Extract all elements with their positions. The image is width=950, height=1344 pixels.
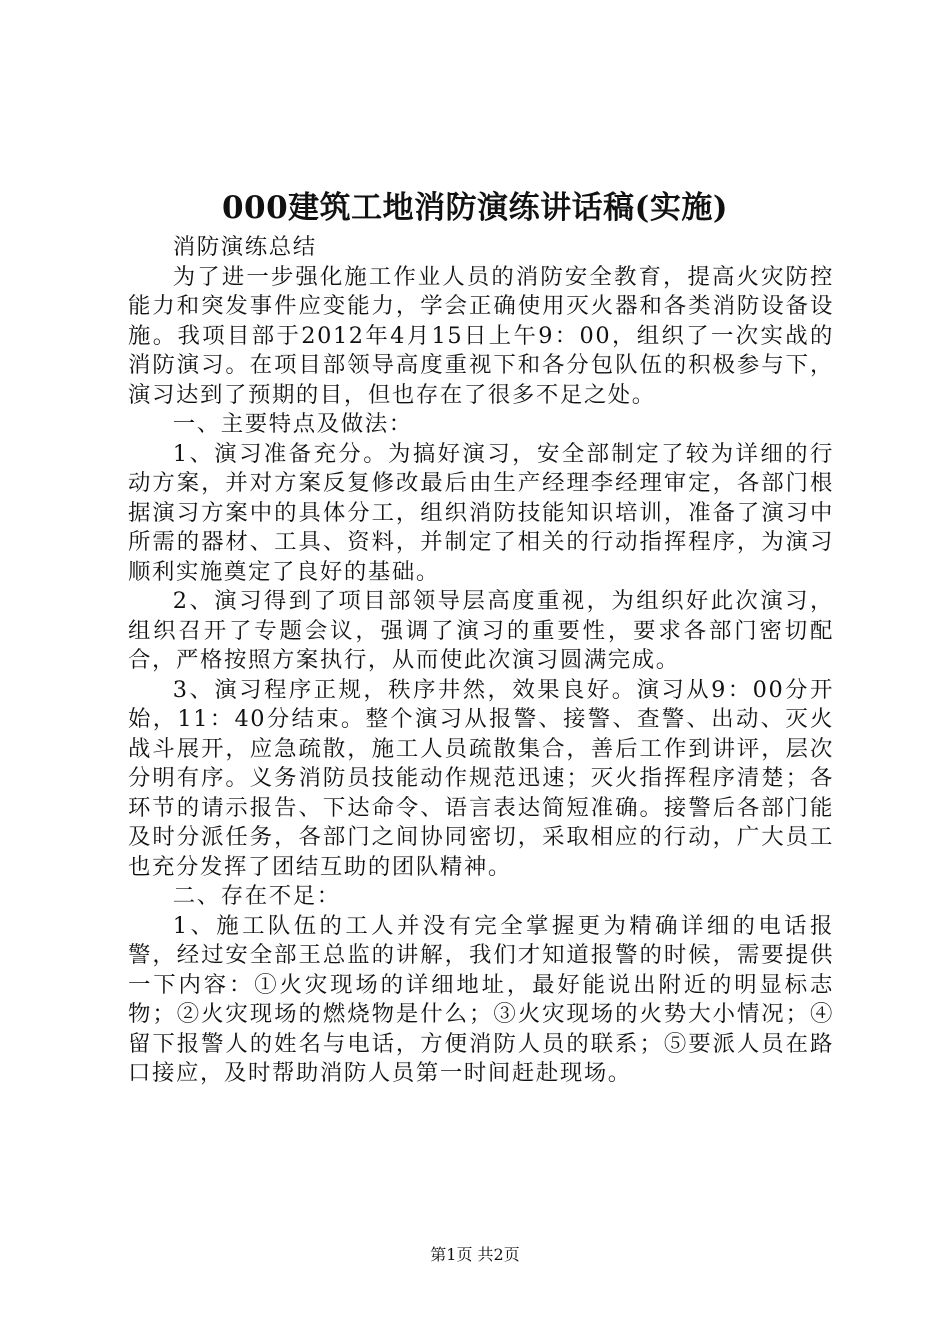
feature-paragraph-3: 3、演习程序正规，秩序井然，效果良好。演习从9：00分开始，11：40分结束。整个演习从报警、接警、查警、出动、灭火战斗展开，应急疏散，施工人员疏散集合，善后工作到讲评，层次分明有序。义务消防员技能动作规范迅速；灭火指挥程序清楚；各环节的请示报告、下达命令、语言表达简短准确。接警后各部门能及时分派任务，各部门之间协同密切，采取相应的行动，广大员工也充分发挥了团结互助的团队精神。	[128, 676, 834, 880]
intro-paragraph: 为了进一步强化施工作业人员的消防安全教育，提高火灾防控能力和突发事件应变能力，学会正确使用灭火器和各类消防设备设施。我项目部于2012年4月15日上午9：00，组织了一次实战的消防演习。在项目部领导高度重视下和各分包队伍的积极参与下，演习达到了预期的目，但也存在了很多不足之处。	[128, 263, 834, 408]
feature-paragraph-2: 2、演习得到了项目部领导层高度重视，为组织好此次演习，组织召开了专题会议，强调了演习的重要性，要求各部门密切配合，严格按照方案执行，从而使此次演习圆满完成。	[128, 588, 834, 673]
section-heading-shortcomings: 二、存在不足：	[172, 883, 341, 909]
page-number-footer: 第1页 共2页	[430, 1245, 520, 1264]
section-heading-features: 一、主要特点及做法：	[172, 411, 413, 437]
feature-paragraph-1: 1、演习准备充分。为搞好演习，安全部制定了较为详细的行动方案，并对方案反复修改最后由生产经理李经理审定，各部门根据演习方案中的具体分工，组织消防技能知识培训，准备了演习中所需的器材、工具、资料，并制定了相关的行动指挥程序，为演习顺利实施奠定了良好的基础。	[128, 440, 834, 585]
section-subtitle: 消防演练总结	[172, 234, 317, 260]
document-body	[128, 233, 834, 1089]
shortcoming-paragraph-1: 1、施工队伍的工人并没有完全掌握更为精确详细的电话报警，经过安全部王总监的讲解，我们才知道报警的时候，需要提供一下内容：①火灾现场的详细地址，最好能说出附近的明显标志物；②火灾现场的燃烧物是什么；③火灾现场的火势大小情况；④留下报警人的姓名与电话，方便消防人员的联系；⑤要派人员在路口接应，及时帮助消防人员第一时间赶赴现场。	[128, 912, 834, 1086]
document-title: 000建筑工地消防演练讲话稿(实施)	[221, 190, 729, 226]
